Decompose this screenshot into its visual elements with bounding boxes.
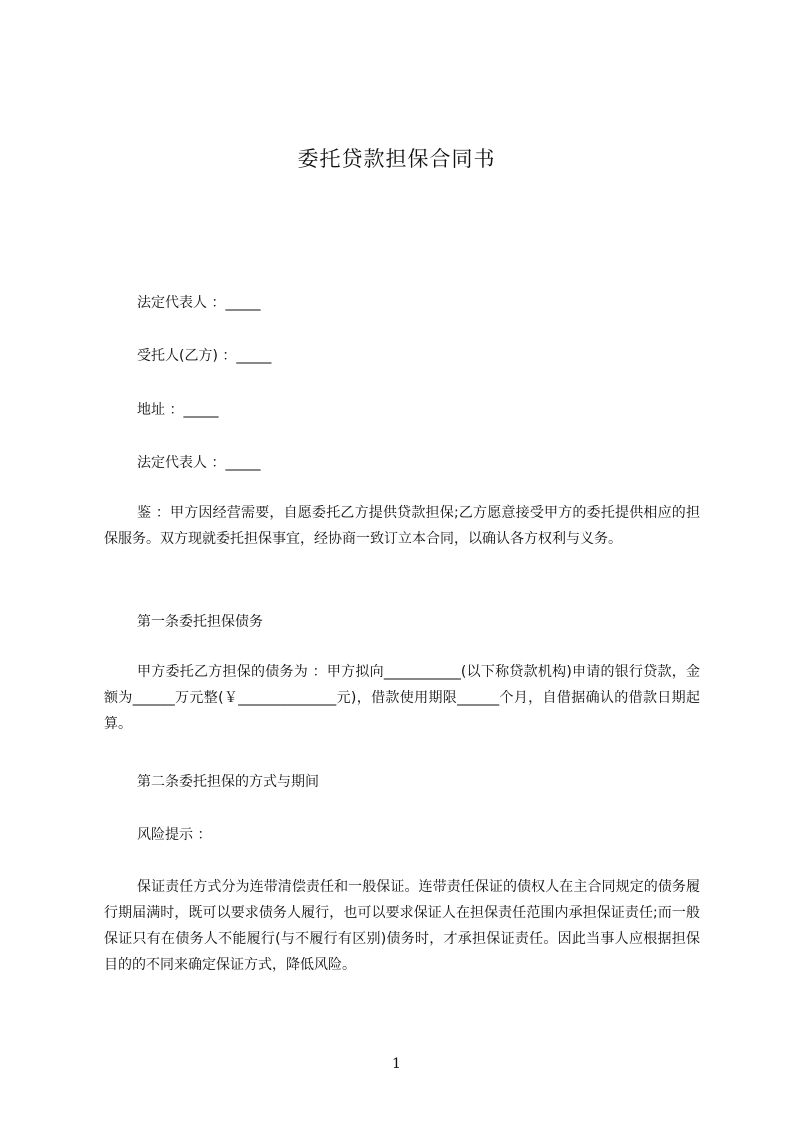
preamble-paragraph: 鉴 ：甲方因经营需要，自愿委托乙方提供贷款担保;乙方愿意接受甲方的委托提供相应的担保服务。双方现就委托担保事宜，经协商一致订立本合同，以确认各方权利与义务。 bbox=[104, 505, 700, 547]
risk-paragraph: 保证责任方式分为连带清偿责任和一般保证。连带责任保证的债权人在主合同规定的债务履行期届满时，既可以要求债务人履行，也可以要求保证人在担保责任范围内承担保证责任;而一般保证只有在债务人不能履行(与不履行有区别)债务时，才承担保证责任。因此当事人应根据担保目的的不同来确定保证方式，降低风险。 bbox=[104, 879, 700, 973]
risk-label: 风险提示 ： bbox=[137, 827, 212, 843]
article1-paragraph: 甲方委托乙方担保的债务为 ：甲方拟向___________(以下称贷款机构)申请的银行贷款，金额为______万元整(￥______________元)，借款使用期限______个月，自借据确认的借款日期起算。 bbox=[104, 664, 700, 732]
field-trustee: 受托人(乙方) ：_____ bbox=[137, 348, 272, 364]
field-legal-representative-1: 法定代表人 ：_____ bbox=[137, 295, 261, 311]
page-number: 1 bbox=[392, 1056, 401, 1072]
field-legal-representative-2: 法定代表人 ：_____ bbox=[137, 455, 261, 471]
article1-heading: 第一条委托担保债务 bbox=[137, 614, 263, 630]
field-address: 地址 ：_____ bbox=[137, 402, 219, 418]
document-title: 委托贷款担保合同书 bbox=[297, 147, 496, 171]
article2-heading: 第二条委托担保的方式与期间 bbox=[137, 774, 319, 790]
